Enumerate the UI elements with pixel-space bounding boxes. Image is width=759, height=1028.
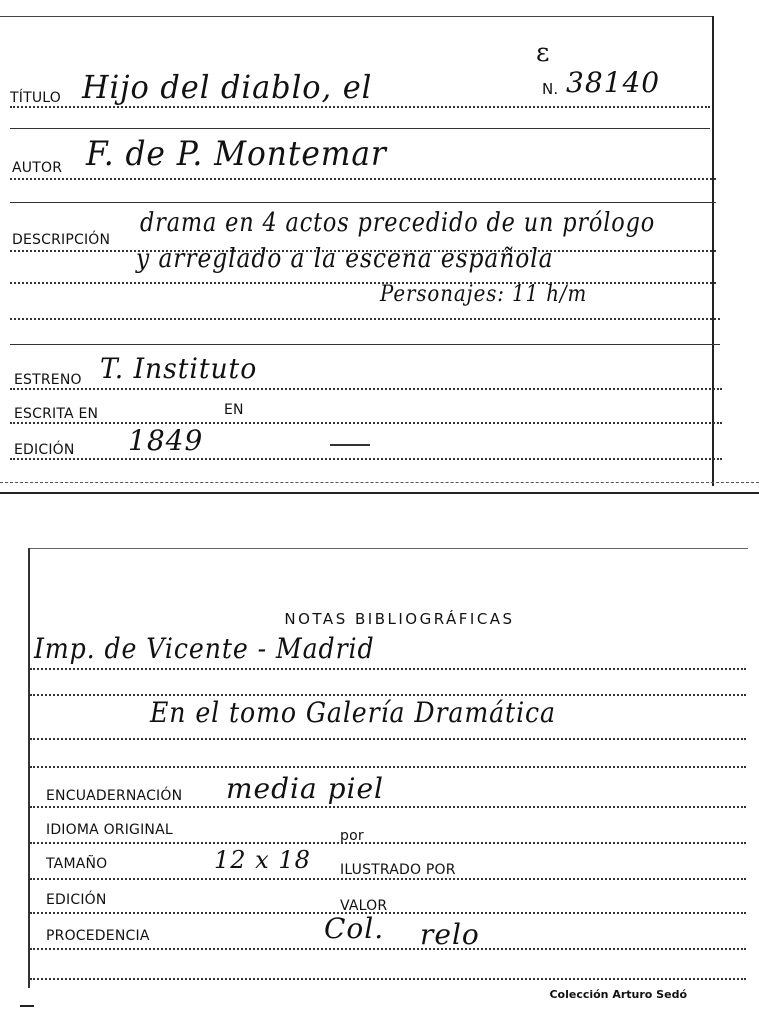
value-descripcion-line2: y arreglado a la escena española xyxy=(136,244,554,274)
rule-encuadernacion xyxy=(30,806,746,808)
rule-procedencia xyxy=(30,948,746,950)
rule-notes-1 xyxy=(30,668,746,670)
rule-blank-1 xyxy=(10,128,710,129)
rule-edicion-bottom xyxy=(30,912,746,914)
catalog-card-front xyxy=(0,0,759,500)
value-encuadernacion: media piel xyxy=(226,772,384,805)
value-autor: F. de P. Montemar xyxy=(86,134,387,174)
label-descripcion: DESCRIPCIÓN xyxy=(12,232,111,248)
value-estreno: T. Instituto xyxy=(100,352,258,385)
value-procedencia-a: Col. xyxy=(324,912,385,945)
card-top-edge xyxy=(0,16,714,17)
label-ilustrado-por: ILUSTRADO POR xyxy=(340,862,456,878)
label-estreno: ESTRENO xyxy=(14,372,82,388)
label-numero: N. xyxy=(542,80,559,98)
rule-tamano xyxy=(30,878,746,880)
corner-mark: ε xyxy=(536,38,551,68)
card-bottom-edge xyxy=(0,482,759,484)
page-separator xyxy=(0,492,759,494)
label-en: EN xyxy=(224,402,244,418)
rule-edicion xyxy=(10,458,722,460)
value-numero: 38140 xyxy=(566,66,661,99)
label-encuadernacion: ENCUADERNACIÓN xyxy=(46,788,183,804)
rule-titulo xyxy=(10,106,710,108)
label-por: por xyxy=(340,828,364,844)
value-descripcion-line1: drama en 4 actos precedido de un prólogo xyxy=(140,208,656,238)
label-valor: VALOR xyxy=(340,898,388,914)
collection-credit: Colección Arturo Sedó xyxy=(549,988,687,1001)
heading-notas: NOTAS BIBLIOGRÁFICAS xyxy=(284,610,515,628)
value-personajes: Personajes: 11 h/m xyxy=(380,282,588,307)
label-autor: AUTOR xyxy=(12,160,63,176)
label-edicion: EDICIÓN xyxy=(14,442,75,458)
label-edicion-bottom: EDICIÓN xyxy=(46,892,107,908)
rule-blank-2 xyxy=(10,202,716,203)
value-notes-line2: En el tomo Galería Dramática xyxy=(150,696,556,729)
stray-mark xyxy=(330,444,370,446)
label-escrita-en: ESCRITA EN xyxy=(14,406,99,422)
rule-escrita xyxy=(10,422,722,424)
rule-descripcion-2 xyxy=(10,282,716,284)
rule-descripcion-3 xyxy=(10,318,720,320)
value-tamano: 12 x 18 xyxy=(214,846,311,874)
edge-mark xyxy=(20,1005,34,1007)
value-procedencia-b: relo xyxy=(420,918,480,951)
rule-autor xyxy=(10,178,716,180)
rule-estreno xyxy=(10,388,722,390)
rule-notes-3 xyxy=(30,738,746,740)
label-tamano: TAMAÑO xyxy=(46,856,108,872)
rule-blank-3 xyxy=(10,344,720,345)
rule-idioma xyxy=(30,842,746,844)
label-titulo: TÍTULO xyxy=(10,90,61,106)
rule-notes-4 xyxy=(30,766,746,768)
value-notes-line1: Imp. de Vicente - Madrid xyxy=(34,632,375,665)
value-edicion: 1849 xyxy=(128,424,204,457)
rule-blank-bottom xyxy=(30,978,746,980)
card-back-top-edge xyxy=(28,548,748,549)
label-idioma-original: IDIOMA ORIGINAL xyxy=(46,822,173,838)
value-titulo: Hijo del diablo, el xyxy=(82,68,373,106)
label-procedencia: PROCEDENCIA xyxy=(46,928,150,944)
